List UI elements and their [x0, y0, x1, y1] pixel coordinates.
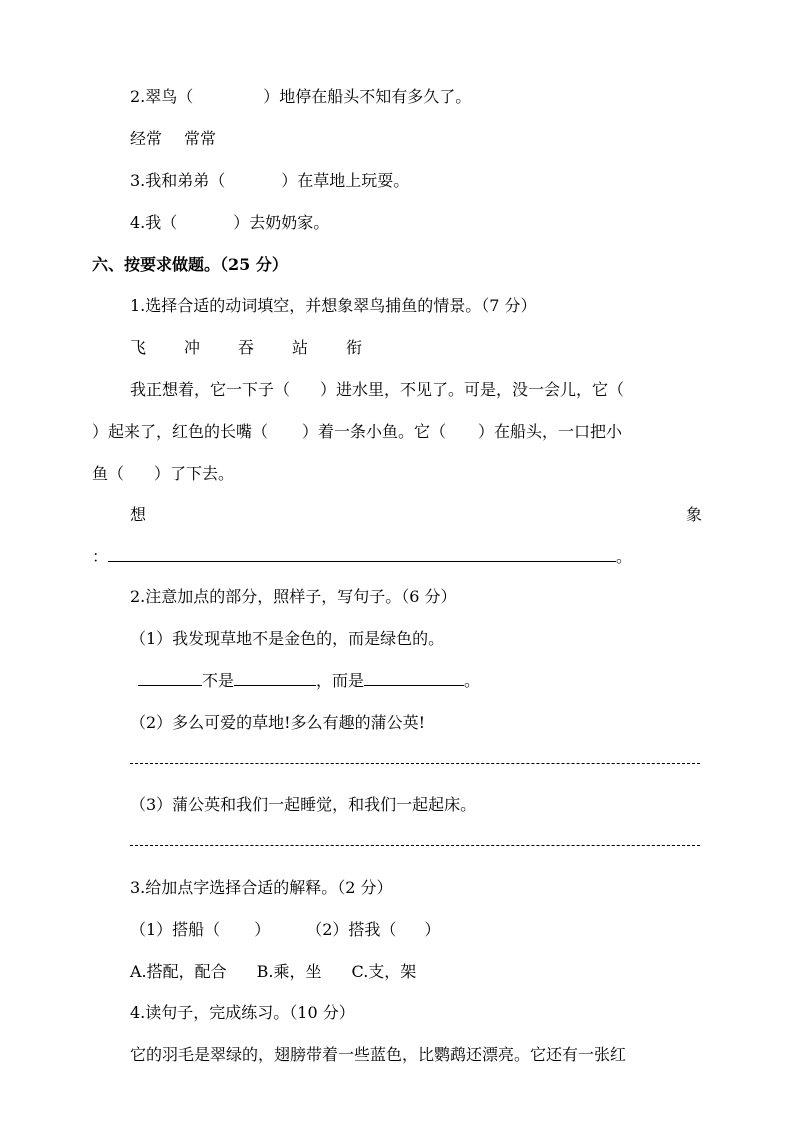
- part-4-title: 4.读句子，完成练习。（10 分）: [130, 1003, 355, 1022]
- option-b: B.乘，坐: [256, 962, 322, 981]
- q1-a: （1）搭船（: [130, 920, 221, 939]
- part-3-questions: [130, 918, 440, 942]
- fill-line: [138, 669, 480, 693]
- part-2-title: 2.注意加点的部分，照样子，写句子。（6 分）: [130, 587, 457, 606]
- verb-choices: [130, 336, 362, 360]
- part-4-text: 它的羽毛是翠绿的，翅膀带着一些蓝色，比鹦鹉还漂亮。它还有一张红: [130, 1045, 627, 1064]
- para-1a: 我正想着，它一下子（: [130, 380, 291, 399]
- imagine-answer-line: [92, 545, 632, 569]
- paragraph-line-2: [92, 420, 622, 444]
- para-2c: ）在船头，一口把小: [478, 422, 623, 441]
- q5-item-3: [130, 169, 409, 193]
- colon: ：: [92, 547, 109, 566]
- q5-item-4-suffix: ）去奶奶家。: [233, 213, 330, 232]
- option-a: A.搭配，配合: [130, 962, 227, 981]
- q5-item-4: [130, 211, 329, 235]
- option-c: C.支，架: [351, 962, 417, 981]
- para-2a: ）起来了，红色的长嘴（: [92, 422, 269, 441]
- fill-input-2[interactable]: [234, 670, 316, 686]
- choice-b: 常常: [184, 129, 217, 148]
- q5-item-3-prefix: 3.我和弟弟（: [130, 171, 226, 190]
- imagine-input[interactable]: [108, 546, 616, 562]
- q2-b: ）: [424, 920, 441, 939]
- fill-b: ，而是: [316, 671, 365, 690]
- part-1-title: 1.选择合适的动词填空，并想象翠鸟捕鱼的情景。（7 分）: [130, 296, 537, 315]
- q1-b: ）: [254, 920, 271, 939]
- part-3-title: 3.给加点字选择合适的解释。（2 分）: [130, 878, 393, 897]
- answer-line-2[interactable]: [130, 763, 700, 764]
- q2-a: （2）搭我（: [306, 920, 397, 939]
- example-3: （3）蒲公英和我们一起睡觉，和我们一起起床。: [130, 795, 477, 814]
- paragraph-line-3: [92, 462, 234, 486]
- fill-a: 不是: [202, 671, 235, 690]
- q5-item-2-suffix: ）地停在船头不知有多久了。: [263, 87, 472, 106]
- period: 。: [616, 547, 633, 566]
- para-3a: 鱼（: [92, 464, 125, 483]
- example-1: （1）我发现草地不是金色的，而是绿色的。: [130, 629, 445, 648]
- q5-choices: [130, 127, 216, 151]
- verb-fei: 飞: [130, 338, 147, 357]
- section-6-title: 六、按要求做题。（25 分）: [92, 255, 288, 274]
- fill-input-3[interactable]: [364, 670, 464, 686]
- fill-c: 。: [464, 671, 481, 690]
- para-2b: ）着一条小鱼。它（: [302, 422, 447, 441]
- para-3b: ）了下去。: [154, 464, 235, 483]
- verb-chong: 冲: [184, 338, 201, 357]
- paragraph-line-1: [130, 378, 624, 402]
- part-3-options: [130, 960, 416, 984]
- q5-item-2: [130, 85, 471, 109]
- fill-input-1[interactable]: [138, 670, 202, 686]
- q5-item-2-prefix: 2.翠鸟（: [130, 87, 194, 106]
- imagine-label-left: 想: [130, 505, 147, 524]
- answer-line-3[interactable]: [130, 845, 700, 846]
- q5-item-3-suffix: ）在草地上玩耍。: [281, 171, 410, 190]
- imagine-label-right: 象: [686, 505, 703, 524]
- example-2: （2）多么可爱的草地!多么有趣的蒲公英!: [130, 713, 426, 732]
- verb-zhan: 站: [292, 338, 309, 357]
- verb-xian: 衔: [346, 338, 363, 357]
- verb-tun: 吞: [238, 338, 255, 357]
- q5-item-4-prefix: 4.我（: [130, 213, 178, 232]
- choice-a: 经常: [130, 129, 163, 148]
- para-1b: ）进水里，不见了。可是，没一会儿，它（: [320, 380, 625, 399]
